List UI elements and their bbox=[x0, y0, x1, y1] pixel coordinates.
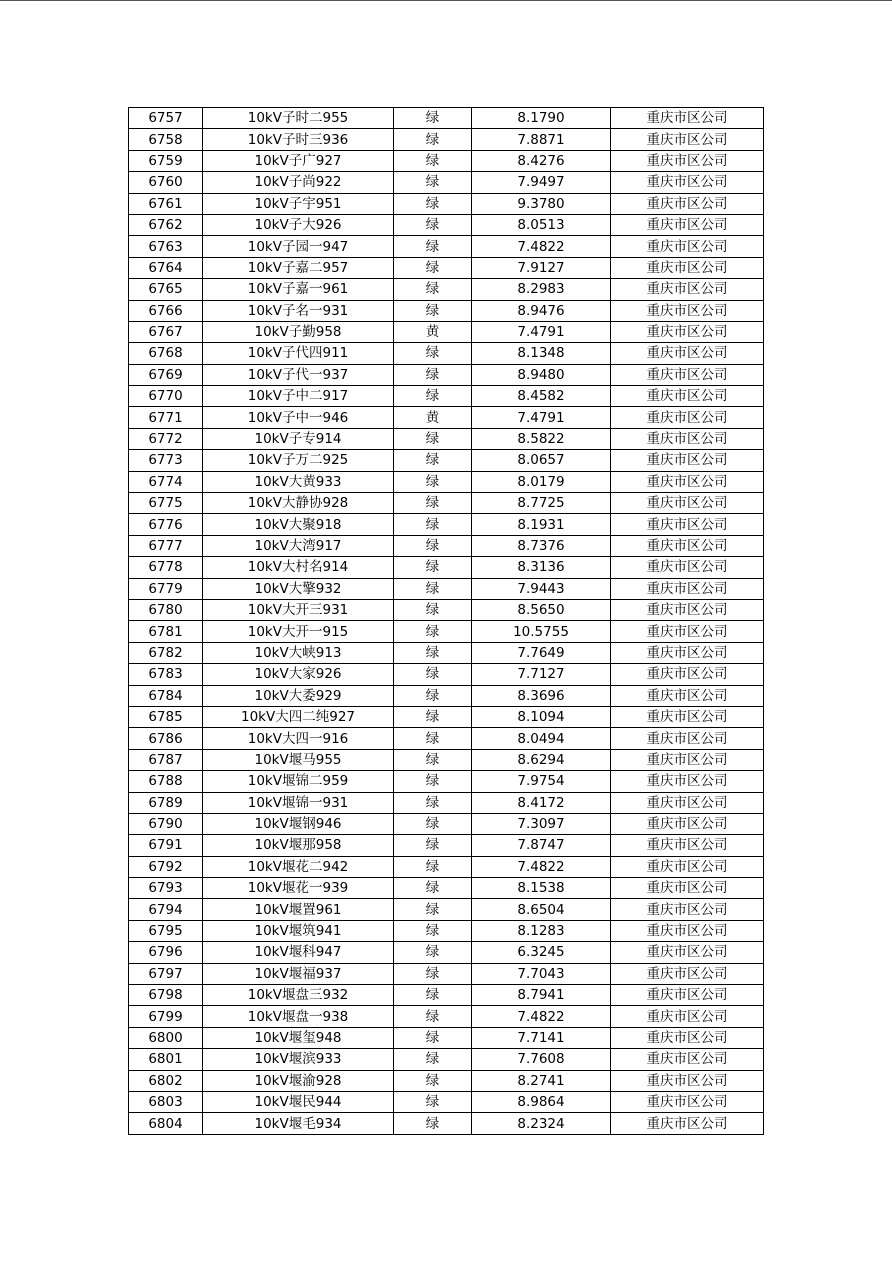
table-row bbox=[129, 129, 764, 150]
value-cell: 8.3136 bbox=[472, 557, 611, 578]
status-color-cell: 绿 bbox=[394, 792, 472, 813]
value-cell: 7.3097 bbox=[472, 813, 611, 834]
line-name-cell: 10kV堰筑941 bbox=[203, 920, 394, 941]
line-name-cell: 10kV堰花二942 bbox=[203, 856, 394, 877]
table-row bbox=[129, 471, 764, 492]
status-color-cell: 绿 bbox=[394, 728, 472, 749]
company-cell: 重庆市区公司 bbox=[611, 557, 764, 578]
line-name-cell: 10kV堰锦一931 bbox=[203, 792, 394, 813]
company-cell: 重庆市区公司 bbox=[611, 1049, 764, 1070]
row-number-cell: 6770 bbox=[129, 386, 203, 407]
table-row bbox=[129, 407, 764, 428]
status-color-cell: 绿 bbox=[394, 1091, 472, 1112]
value-cell: 8.9864 bbox=[472, 1091, 611, 1112]
line-name-cell: 10kV堰毛934 bbox=[203, 1113, 394, 1134]
status-color-cell: 绿 bbox=[394, 364, 472, 385]
value-cell: 8.6504 bbox=[472, 899, 611, 920]
value-cell: 8.1538 bbox=[472, 878, 611, 899]
company-cell: 重庆市区公司 bbox=[611, 321, 764, 342]
status-color-cell: 绿 bbox=[394, 514, 472, 535]
status-color-cell: 绿 bbox=[394, 578, 472, 599]
company-cell: 重庆市区公司 bbox=[611, 878, 764, 899]
status-color-cell: 绿 bbox=[394, 813, 472, 834]
status-color-cell: 绿 bbox=[394, 749, 472, 770]
line-name-cell: 10kV大家926 bbox=[203, 664, 394, 685]
company-cell: 重庆市区公司 bbox=[611, 771, 764, 792]
value-cell: 8.5650 bbox=[472, 599, 611, 620]
status-color-cell: 绿 bbox=[394, 706, 472, 727]
line-name-cell: 10kV子广927 bbox=[203, 150, 394, 171]
line-name-cell: 10kV堰盘三932 bbox=[203, 985, 394, 1006]
row-number-cell: 6788 bbox=[129, 771, 203, 792]
value-cell: 8.3696 bbox=[472, 685, 611, 706]
value-cell: 8.7941 bbox=[472, 985, 611, 1006]
status-color-cell: 绿 bbox=[394, 108, 472, 129]
company-cell: 重庆市区公司 bbox=[611, 257, 764, 278]
line-name-cell: 10kV子尚922 bbox=[203, 172, 394, 193]
table-row bbox=[129, 1070, 764, 1091]
company-cell: 重庆市区公司 bbox=[611, 279, 764, 300]
company-cell: 重庆市区公司 bbox=[611, 642, 764, 663]
table-row bbox=[129, 321, 764, 342]
value-cell: 8.0657 bbox=[472, 450, 611, 471]
company-cell: 重庆市区公司 bbox=[611, 749, 764, 770]
value-cell: 8.1790 bbox=[472, 108, 611, 129]
status-color-cell: 绿 bbox=[394, 599, 472, 620]
value-cell: 8.6294 bbox=[472, 749, 611, 770]
line-name-cell: 10kV子勤958 bbox=[203, 321, 394, 342]
table-row bbox=[129, 792, 764, 813]
row-number-cell: 6775 bbox=[129, 493, 203, 514]
row-number-cell: 6796 bbox=[129, 942, 203, 963]
row-number-cell: 6765 bbox=[129, 279, 203, 300]
line-name-cell: 10kV堰滨933 bbox=[203, 1049, 394, 1070]
line-name-cell: 10kV大聚918 bbox=[203, 514, 394, 535]
status-color-cell: 绿 bbox=[394, 1113, 472, 1134]
value-cell: 8.0494 bbox=[472, 728, 611, 749]
row-number-cell: 6786 bbox=[129, 728, 203, 749]
line-name-cell: 10kV堰玺948 bbox=[203, 1027, 394, 1048]
value-cell: 8.2741 bbox=[472, 1070, 611, 1091]
page-top-border bbox=[0, 0, 892, 1]
status-color-cell: 绿 bbox=[394, 664, 472, 685]
table-row bbox=[129, 172, 764, 193]
line-name-cell: 10kV子中一946 bbox=[203, 407, 394, 428]
company-cell: 重庆市区公司 bbox=[611, 343, 764, 364]
value-cell: 8.9476 bbox=[472, 300, 611, 321]
line-name-cell: 10kV子专914 bbox=[203, 428, 394, 449]
status-color-cell: 绿 bbox=[394, 257, 472, 278]
line-name-cell: 10kV堰马955 bbox=[203, 749, 394, 770]
value-cell: 8.0179 bbox=[472, 471, 611, 492]
value-cell: 8.9480 bbox=[472, 364, 611, 385]
company-cell: 重庆市区公司 bbox=[611, 792, 764, 813]
table-row bbox=[129, 599, 764, 620]
value-cell: 10.5755 bbox=[472, 621, 611, 642]
row-number-cell: 6780 bbox=[129, 599, 203, 620]
value-cell: 7.4791 bbox=[472, 321, 611, 342]
row-number-cell: 6778 bbox=[129, 557, 203, 578]
row-number-cell: 6803 bbox=[129, 1091, 203, 1112]
value-cell: 8.1931 bbox=[472, 514, 611, 535]
table-row bbox=[129, 749, 764, 770]
row-number-cell: 6762 bbox=[129, 214, 203, 235]
table-row bbox=[129, 621, 764, 642]
row-number-cell: 6771 bbox=[129, 407, 203, 428]
table-row bbox=[129, 386, 764, 407]
table-row bbox=[129, 835, 764, 856]
row-number-cell: 6764 bbox=[129, 257, 203, 278]
company-cell: 重庆市区公司 bbox=[611, 920, 764, 941]
row-number-cell: 6802 bbox=[129, 1070, 203, 1091]
company-cell: 重庆市区公司 bbox=[611, 108, 764, 129]
line-name-cell: 10kV堰钢946 bbox=[203, 813, 394, 834]
value-cell: 7.4822 bbox=[472, 1006, 611, 1027]
value-cell: 8.7725 bbox=[472, 493, 611, 514]
row-number-cell: 6784 bbox=[129, 685, 203, 706]
status-color-cell: 绿 bbox=[394, 685, 472, 706]
line-name-cell: 10kV堰锦二959 bbox=[203, 771, 394, 792]
company-cell: 重庆市区公司 bbox=[611, 1006, 764, 1027]
line-name-cell: 10kV堰置961 bbox=[203, 899, 394, 920]
table-row bbox=[129, 856, 764, 877]
value-cell: 7.9443 bbox=[472, 578, 611, 599]
table-row bbox=[129, 1027, 764, 1048]
company-cell: 重庆市区公司 bbox=[611, 364, 764, 385]
status-color-cell: 黄 bbox=[394, 321, 472, 342]
line-name-cell: 10kV堰那958 bbox=[203, 835, 394, 856]
company-cell: 重庆市区公司 bbox=[611, 193, 764, 214]
value-cell: 9.3780 bbox=[472, 193, 611, 214]
value-cell: 7.9754 bbox=[472, 771, 611, 792]
company-cell: 重庆市区公司 bbox=[611, 856, 764, 877]
company-cell: 重庆市区公司 bbox=[611, 1091, 764, 1112]
row-number-cell: 6773 bbox=[129, 450, 203, 471]
company-cell: 重庆市区公司 bbox=[611, 706, 764, 727]
value-cell: 7.8871 bbox=[472, 129, 611, 150]
value-cell: 7.7649 bbox=[472, 642, 611, 663]
company-cell: 重庆市区公司 bbox=[611, 664, 764, 685]
row-number-cell: 6776 bbox=[129, 514, 203, 535]
value-cell: 7.4822 bbox=[472, 856, 611, 877]
status-color-cell: 绿 bbox=[394, 386, 472, 407]
line-name-cell: 10kV子时三936 bbox=[203, 129, 394, 150]
value-cell: 8.4172 bbox=[472, 792, 611, 813]
table-row bbox=[129, 642, 764, 663]
status-color-cell: 绿 bbox=[394, 985, 472, 1006]
company-cell: 重庆市区公司 bbox=[611, 450, 764, 471]
status-color-cell: 绿 bbox=[394, 471, 472, 492]
line-name-cell: 10kV子大926 bbox=[203, 214, 394, 235]
value-cell: 6.3245 bbox=[472, 942, 611, 963]
company-cell: 重庆市区公司 bbox=[611, 214, 764, 235]
row-number-cell: 6779 bbox=[129, 578, 203, 599]
company-cell: 重庆市区公司 bbox=[611, 471, 764, 492]
line-name-cell: 10kV大湾917 bbox=[203, 535, 394, 556]
table-row bbox=[129, 214, 764, 235]
value-cell: 7.9497 bbox=[472, 172, 611, 193]
company-cell: 重庆市区公司 bbox=[611, 621, 764, 642]
line-name-cell: 10kV子代四911 bbox=[203, 343, 394, 364]
row-number-cell: 6763 bbox=[129, 236, 203, 257]
status-color-cell: 绿 bbox=[394, 963, 472, 984]
row-number-cell: 6804 bbox=[129, 1113, 203, 1134]
status-color-cell: 绿 bbox=[394, 129, 472, 150]
company-cell: 重庆市区公司 bbox=[611, 599, 764, 620]
value-cell: 7.8747 bbox=[472, 835, 611, 856]
row-number-cell: 6792 bbox=[129, 856, 203, 877]
row-number-cell: 6787 bbox=[129, 749, 203, 770]
value-cell: 7.7608 bbox=[472, 1049, 611, 1070]
status-color-cell: 绿 bbox=[394, 150, 472, 171]
table-row bbox=[129, 1006, 764, 1027]
line-name-cell: 10kV子万二925 bbox=[203, 450, 394, 471]
line-name-cell: 10kV大村名914 bbox=[203, 557, 394, 578]
company-cell: 重庆市区公司 bbox=[611, 236, 764, 257]
value-cell: 8.1094 bbox=[472, 706, 611, 727]
table-row bbox=[129, 578, 764, 599]
value-cell: 8.1283 bbox=[472, 920, 611, 941]
status-color-cell: 绿 bbox=[394, 771, 472, 792]
value-cell: 8.7376 bbox=[472, 535, 611, 556]
row-number-cell: 6758 bbox=[129, 129, 203, 150]
table-row bbox=[129, 1049, 764, 1070]
status-color-cell: 绿 bbox=[394, 193, 472, 214]
line-name-cell: 10kV大开三931 bbox=[203, 599, 394, 620]
company-cell: 重庆市区公司 bbox=[611, 493, 764, 514]
company-cell: 重庆市区公司 bbox=[611, 514, 764, 535]
company-cell: 重庆市区公司 bbox=[611, 985, 764, 1006]
company-cell: 重庆市区公司 bbox=[611, 1113, 764, 1134]
status-color-cell: 绿 bbox=[394, 279, 472, 300]
table-row bbox=[129, 920, 764, 941]
table-row bbox=[129, 108, 764, 129]
status-color-cell: 绿 bbox=[394, 236, 472, 257]
table-row bbox=[129, 450, 764, 471]
row-number-cell: 6782 bbox=[129, 642, 203, 663]
company-cell: 重庆市区公司 bbox=[611, 1027, 764, 1048]
line-name-cell: 10kV堰科947 bbox=[203, 942, 394, 963]
line-name-cell: 10kV大委929 bbox=[203, 685, 394, 706]
company-cell: 重庆市区公司 bbox=[611, 428, 764, 449]
table-row bbox=[129, 428, 764, 449]
status-color-cell: 绿 bbox=[394, 856, 472, 877]
status-color-cell: 绿 bbox=[394, 642, 472, 663]
table-row bbox=[129, 300, 764, 321]
table-row bbox=[129, 664, 764, 685]
status-color-cell: 绿 bbox=[394, 172, 472, 193]
company-cell: 重庆市区公司 bbox=[611, 963, 764, 984]
status-color-cell: 绿 bbox=[394, 1049, 472, 1070]
company-cell: 重庆市区公司 bbox=[611, 150, 764, 171]
table-row bbox=[129, 899, 764, 920]
row-number-cell: 6785 bbox=[129, 706, 203, 727]
row-number-cell: 6768 bbox=[129, 343, 203, 364]
table-row bbox=[129, 878, 764, 899]
value-cell: 7.4791 bbox=[472, 407, 611, 428]
row-number-cell: 6761 bbox=[129, 193, 203, 214]
status-color-cell: 绿 bbox=[394, 450, 472, 471]
table-row bbox=[129, 193, 764, 214]
line-name-cell: 10kV大开一915 bbox=[203, 621, 394, 642]
row-number-cell: 6759 bbox=[129, 150, 203, 171]
value-cell: 7.7141 bbox=[472, 1027, 611, 1048]
line-name-cell: 10kV堰民944 bbox=[203, 1091, 394, 1112]
company-cell: 重庆市区公司 bbox=[611, 899, 764, 920]
table-body bbox=[129, 108, 764, 1135]
line-name-cell: 10kV子名一931 bbox=[203, 300, 394, 321]
status-color-cell: 绿 bbox=[394, 557, 472, 578]
table-row bbox=[129, 963, 764, 984]
table-row bbox=[129, 1113, 764, 1134]
row-number-cell: 6798 bbox=[129, 985, 203, 1006]
row-number-cell: 6794 bbox=[129, 899, 203, 920]
value-cell: 8.5822 bbox=[472, 428, 611, 449]
row-number-cell: 6766 bbox=[129, 300, 203, 321]
company-cell: 重庆市区公司 bbox=[611, 1070, 764, 1091]
row-number-cell: 6757 bbox=[129, 108, 203, 129]
table-row bbox=[129, 279, 764, 300]
status-color-cell: 绿 bbox=[394, 942, 472, 963]
row-number-cell: 6781 bbox=[129, 621, 203, 642]
table-row bbox=[129, 728, 764, 749]
value-cell: 7.9127 bbox=[472, 257, 611, 278]
table-row bbox=[129, 514, 764, 535]
company-cell: 重庆市区公司 bbox=[611, 728, 764, 749]
line-name-cell: 10kV堰花一939 bbox=[203, 878, 394, 899]
line-name-cell: 10kV大擎932 bbox=[203, 578, 394, 599]
table-row bbox=[129, 1091, 764, 1112]
company-cell: 重庆市区公司 bbox=[611, 685, 764, 706]
table-row bbox=[129, 813, 764, 834]
row-number-cell: 6791 bbox=[129, 835, 203, 856]
row-number-cell: 6800 bbox=[129, 1027, 203, 1048]
status-color-cell: 绿 bbox=[394, 835, 472, 856]
line-name-cell: 10kV子嘉一961 bbox=[203, 279, 394, 300]
table-row bbox=[129, 985, 764, 1006]
status-color-cell: 绿 bbox=[394, 214, 472, 235]
row-number-cell: 6793 bbox=[129, 878, 203, 899]
status-color-cell: 绿 bbox=[394, 920, 472, 941]
table-row bbox=[129, 493, 764, 514]
row-number-cell: 6767 bbox=[129, 321, 203, 342]
line-name-cell: 10kV子宇951 bbox=[203, 193, 394, 214]
table-row bbox=[129, 236, 764, 257]
row-number-cell: 6790 bbox=[129, 813, 203, 834]
row-number-cell: 6783 bbox=[129, 664, 203, 685]
table-row bbox=[129, 557, 764, 578]
line-name-cell: 10kV堰福937 bbox=[203, 963, 394, 984]
company-cell: 重庆市区公司 bbox=[611, 578, 764, 599]
company-cell: 重庆市区公司 bbox=[611, 813, 764, 834]
value-cell: 7.7043 bbox=[472, 963, 611, 984]
table-row bbox=[129, 771, 764, 792]
company-cell: 重庆市区公司 bbox=[611, 129, 764, 150]
table-row bbox=[129, 343, 764, 364]
row-number-cell: 6795 bbox=[129, 920, 203, 941]
value-cell: 8.4582 bbox=[472, 386, 611, 407]
table-row bbox=[129, 535, 764, 556]
value-cell: 7.4822 bbox=[472, 236, 611, 257]
status-color-cell: 黄 bbox=[394, 407, 472, 428]
status-color-cell: 绿 bbox=[394, 493, 472, 514]
status-color-cell: 绿 bbox=[394, 535, 472, 556]
table-row bbox=[129, 364, 764, 385]
company-cell: 重庆市区公司 bbox=[611, 386, 764, 407]
line-name-cell: 10kV子代一937 bbox=[203, 364, 394, 385]
value-cell: 8.2983 bbox=[472, 279, 611, 300]
row-number-cell: 6789 bbox=[129, 792, 203, 813]
company-cell: 重庆市区公司 bbox=[611, 300, 764, 321]
status-color-cell: 绿 bbox=[394, 300, 472, 321]
company-cell: 重庆市区公司 bbox=[611, 172, 764, 193]
status-color-cell: 绿 bbox=[394, 428, 472, 449]
line-name-cell: 10kV大四一916 bbox=[203, 728, 394, 749]
row-number-cell: 6777 bbox=[129, 535, 203, 556]
status-color-cell: 绿 bbox=[394, 1027, 472, 1048]
row-number-cell: 6772 bbox=[129, 428, 203, 449]
company-cell: 重庆市区公司 bbox=[611, 535, 764, 556]
value-cell: 8.0513 bbox=[472, 214, 611, 235]
status-color-cell: 绿 bbox=[394, 343, 472, 364]
status-color-cell: 绿 bbox=[394, 1006, 472, 1027]
status-color-cell: 绿 bbox=[394, 621, 472, 642]
line-name-cell: 10kV堰渝928 bbox=[203, 1070, 394, 1091]
row-number-cell: 6801 bbox=[129, 1049, 203, 1070]
line-name-cell: 10kV大四二纯927 bbox=[203, 706, 394, 727]
data-table bbox=[128, 107, 764, 1135]
table-row bbox=[129, 706, 764, 727]
table-row bbox=[129, 257, 764, 278]
row-number-cell: 6797 bbox=[129, 963, 203, 984]
line-name-cell: 10kV子嘉二957 bbox=[203, 257, 394, 278]
value-cell: 8.2324 bbox=[472, 1113, 611, 1134]
company-cell: 重庆市区公司 bbox=[611, 407, 764, 428]
table-row bbox=[129, 150, 764, 171]
value-cell: 8.1348 bbox=[472, 343, 611, 364]
table-row bbox=[129, 685, 764, 706]
status-color-cell: 绿 bbox=[394, 899, 472, 920]
status-color-cell: 绿 bbox=[394, 1070, 472, 1091]
line-name-cell: 10kV大峡913 bbox=[203, 642, 394, 663]
value-cell: 7.7127 bbox=[472, 664, 611, 685]
line-name-cell: 10kV大静协928 bbox=[203, 493, 394, 514]
row-number-cell: 6774 bbox=[129, 471, 203, 492]
line-name-cell: 10kV子时二955 bbox=[203, 108, 394, 129]
line-name-cell: 10kV子园一947 bbox=[203, 236, 394, 257]
status-color-cell: 绿 bbox=[394, 878, 472, 899]
value-cell: 8.4276 bbox=[472, 150, 611, 171]
company-cell: 重庆市区公司 bbox=[611, 942, 764, 963]
company-cell: 重庆市区公司 bbox=[611, 835, 764, 856]
line-name-cell: 10kV堰盘一938 bbox=[203, 1006, 394, 1027]
row-number-cell: 6799 bbox=[129, 1006, 203, 1027]
row-number-cell: 6769 bbox=[129, 364, 203, 385]
row-number-cell: 6760 bbox=[129, 172, 203, 193]
line-name-cell: 10kV子中二917 bbox=[203, 386, 394, 407]
table-row bbox=[129, 942, 764, 963]
line-name-cell: 10kV大黄933 bbox=[203, 471, 394, 492]
